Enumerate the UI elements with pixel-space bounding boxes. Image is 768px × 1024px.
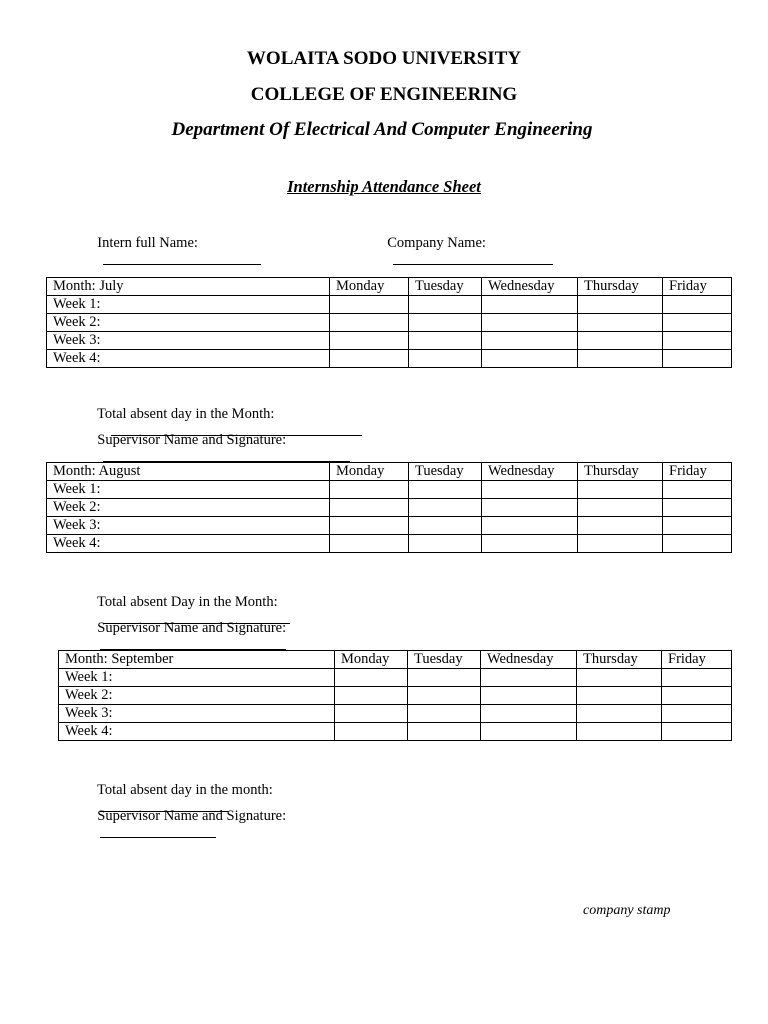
table-row (59, 669, 732, 687)
company-stamp-label: company stamp (583, 903, 671, 918)
attendance-cell[interactable] (330, 535, 409, 553)
attendance-cell[interactable] (482, 535, 578, 553)
intern-name-field[interactable] (103, 252, 261, 265)
attendance-cell[interactable] (330, 296, 409, 314)
day-header: Tuesday (409, 278, 482, 296)
table-header-row (47, 278, 732, 296)
table-row (47, 535, 732, 553)
attendance-cell[interactable] (335, 723, 408, 741)
university-name: WOLAITA SODO UNIVERSITY (246, 48, 522, 69)
week-label: Week 4: (59, 723, 335, 741)
department-name: Department Of Electrical And Computer Engineering (171, 119, 593, 140)
attendance-cell[interactable] (663, 296, 732, 314)
attendance-cell[interactable] (409, 535, 482, 553)
supervisor-field[interactable] (100, 637, 286, 650)
attendance-cell[interactable] (578, 499, 663, 517)
attendance-cell[interactable] (662, 687, 732, 705)
week-label: Week 2: (47, 314, 330, 332)
attendance-cell[interactable] (663, 350, 732, 368)
september-supervisor-row (90, 791, 286, 843)
day-header: Thursday (578, 463, 663, 481)
attendance-cell[interactable] (482, 314, 578, 332)
attendance-cell[interactable] (481, 687, 577, 705)
attendance-cell[interactable] (330, 350, 409, 368)
month-label: Month: September (59, 651, 335, 669)
day-header: Wednesday (481, 651, 577, 669)
attendance-cell[interactable] (663, 314, 732, 332)
attendance-cell[interactable] (481, 669, 577, 687)
day-header: Friday (662, 651, 732, 669)
company-name-field[interactable] (393, 252, 553, 265)
supervisor-label: Supervisor Name and Signature: (97, 432, 287, 448)
month-label: Month: August (47, 463, 330, 481)
attendance-cell[interactable] (663, 517, 732, 535)
attendance-cell[interactable] (408, 705, 481, 723)
attendance-cell[interactable] (335, 705, 408, 723)
table-row (47, 296, 732, 314)
attendance-cell[interactable] (662, 723, 732, 741)
attendance-cell[interactable] (663, 332, 732, 350)
day-header: Monday (335, 651, 408, 669)
table-row (59, 723, 732, 741)
company-name-label: Company Name: (387, 235, 486, 251)
month-label: Month: July (47, 278, 330, 296)
attendance-table-august (46, 462, 732, 553)
attendance-cell[interactable] (409, 314, 482, 332)
attendance-cell[interactable] (330, 499, 409, 517)
attendance-cell[interactable] (482, 517, 578, 535)
supervisor-label: Supervisor Name and Signature: (97, 620, 287, 636)
attendance-cell[interactable] (409, 296, 482, 314)
attendance-cell[interactable] (335, 687, 408, 705)
supervisor-field[interactable] (103, 449, 350, 462)
attendance-cell[interactable] (409, 499, 482, 517)
day-header: Friday (663, 278, 732, 296)
attendance-cell[interactable] (577, 669, 662, 687)
day-header: Monday (330, 278, 409, 296)
attendance-cell[interactable] (577, 723, 662, 741)
attendance-table-september (58, 650, 732, 741)
college-name: COLLEGE OF ENGINEERING (250, 84, 518, 105)
attendance-cell[interactable] (482, 350, 578, 368)
day-header: Monday (330, 463, 409, 481)
day-header: Thursday (578, 278, 663, 296)
absent-label: Total absent day in the month: (97, 782, 273, 798)
supervisor-field[interactable] (100, 825, 216, 838)
attendance-cell[interactable] (409, 332, 482, 350)
table-row (47, 517, 732, 535)
attendance-cell[interactable] (577, 705, 662, 723)
attendance-cell[interactable] (577, 687, 662, 705)
table-row (47, 332, 732, 350)
attendance-cell[interactable] (409, 481, 482, 499)
attendance-cell[interactable] (663, 535, 732, 553)
attendance-cell[interactable] (481, 723, 577, 741)
intern-name-label: Intern full Name: (97, 235, 198, 251)
attendance-cell[interactable] (481, 705, 577, 723)
attendance-cell[interactable] (482, 499, 578, 517)
attendance-cell[interactable] (482, 332, 578, 350)
attendance-cell[interactable] (578, 332, 663, 350)
week-label: Week 3: (47, 332, 330, 350)
attendance-cell[interactable] (330, 314, 409, 332)
attendance-cell[interactable] (578, 535, 663, 553)
week-label: Week 1: (59, 669, 335, 687)
week-label: Week 4: (47, 350, 330, 368)
attendance-table-july (46, 277, 732, 368)
july-supervisor-row (90, 415, 350, 467)
company-name-row (380, 218, 553, 270)
day-header: Tuesday (408, 651, 481, 669)
attendance-cell[interactable] (408, 669, 481, 687)
attendance-cell[interactable] (578, 314, 663, 332)
attendance-cell[interactable] (409, 517, 482, 535)
attendance-cell[interactable] (578, 517, 663, 535)
table-row (47, 499, 732, 517)
table-row (59, 687, 732, 705)
attendance-cell[interactable] (662, 669, 732, 687)
absent-label: Total absent Day in the Month: (97, 594, 278, 610)
table-header-row (47, 463, 732, 481)
absent-label: Total absent day in the Month: (97, 406, 275, 422)
supervisor-label: Supervisor Name and Signature: (97, 808, 287, 824)
table-header-row (59, 651, 732, 669)
week-label: Week 3: (59, 705, 335, 723)
table-row (47, 314, 732, 332)
week-label: Week 1: (47, 296, 330, 314)
attendance-cell[interactable] (663, 499, 732, 517)
week-label: Week 4: (47, 535, 330, 553)
week-label: Week 1: (47, 481, 330, 499)
table-row (59, 705, 732, 723)
day-header: Friday (663, 463, 732, 481)
week-label: Week 2: (59, 687, 335, 705)
attendance-cell[interactable] (409, 350, 482, 368)
attendance-cell[interactable] (662, 705, 732, 723)
attendance-cell[interactable] (482, 296, 578, 314)
attendance-cell[interactable] (578, 296, 663, 314)
intern-name-row (90, 218, 261, 270)
attendance-cell[interactable] (330, 481, 409, 499)
sheet-title: Internship Attendance Sheet (287, 177, 481, 196)
day-header: Tuesday (409, 463, 482, 481)
table-row (47, 350, 732, 368)
attendance-cell[interactable] (578, 481, 663, 499)
attendance-cell[interactable] (578, 350, 663, 368)
attendance-cell[interactable] (335, 669, 408, 687)
august-supervisor-row (90, 603, 286, 655)
week-label: Week 2: (47, 499, 330, 517)
day-header: Wednesday (482, 463, 578, 481)
attendance-cell[interactable] (330, 332, 409, 350)
table-row (47, 481, 732, 499)
day-header: Thursday (577, 651, 662, 669)
attendance-cell[interactable] (408, 687, 481, 705)
attendance-cell[interactable] (408, 723, 481, 741)
day-header: Wednesday (482, 278, 578, 296)
week-label: Week 3: (47, 517, 330, 535)
attendance-cell[interactable] (482, 481, 578, 499)
attendance-cell[interactable] (330, 517, 409, 535)
attendance-cell[interactable] (663, 481, 732, 499)
